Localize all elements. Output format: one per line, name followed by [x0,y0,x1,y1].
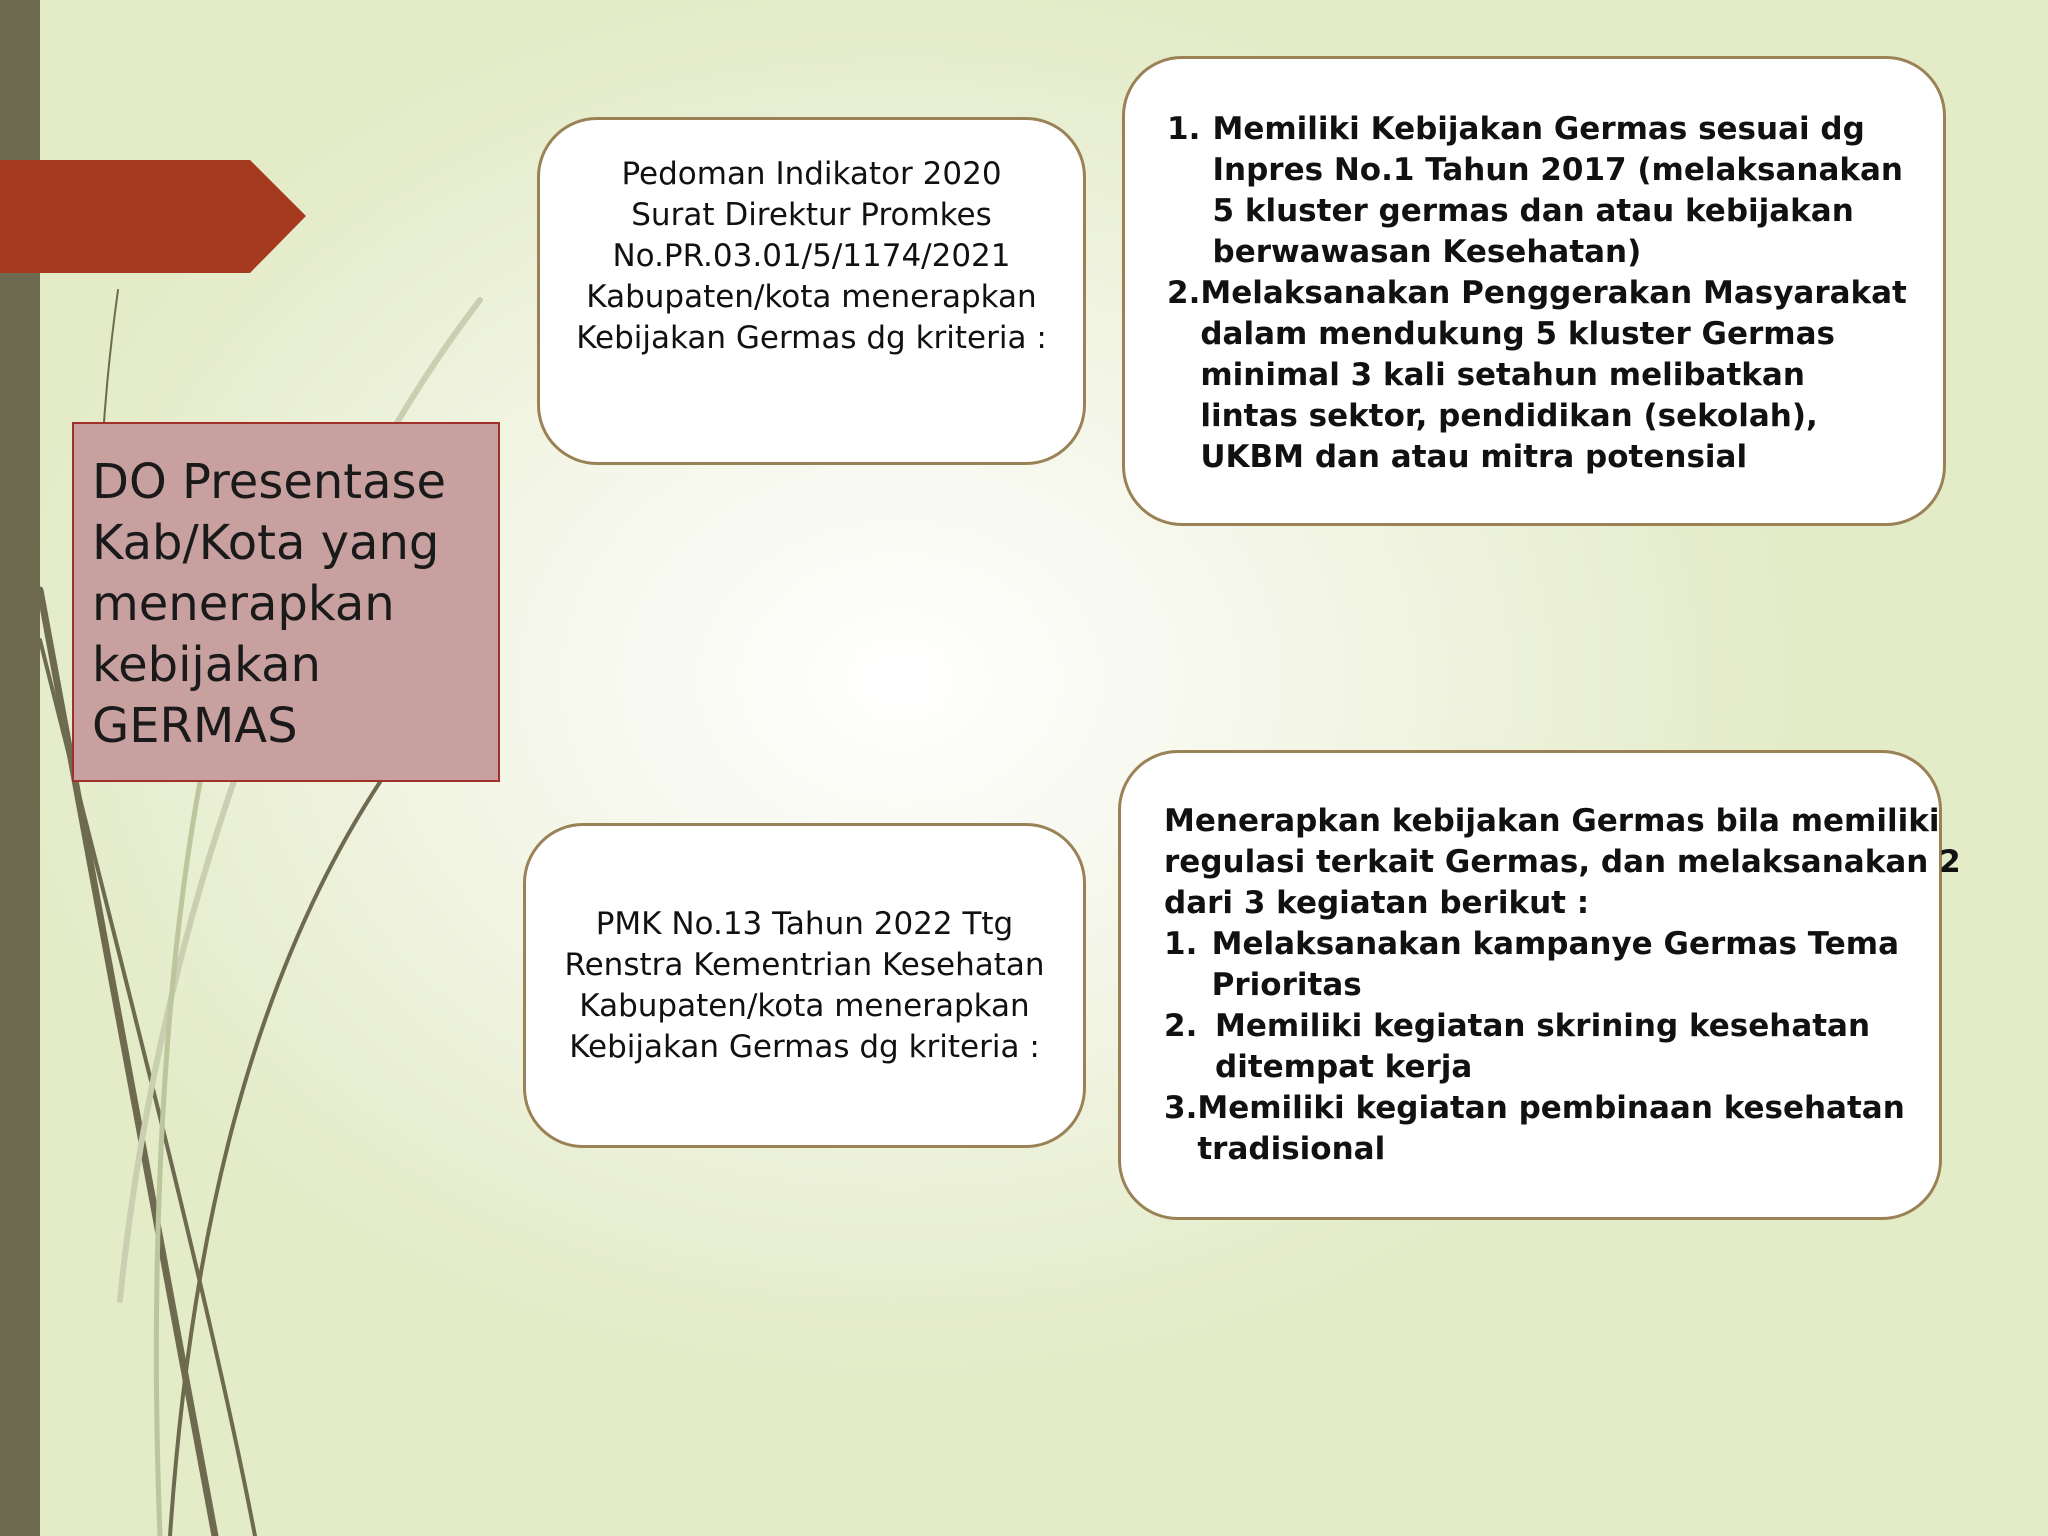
title-line: DO Presentase [92,454,447,510]
list-text-line: 5 kluster germas dan atau kebijakan [1212,193,1854,229]
list-text-line: lintas sektor, pendidikan (sekolah), [1200,398,1818,434]
list-text-line: Memiliki kegiatan skrining kesehatan [1215,1008,1871,1044]
red-arrow-banner [0,160,306,273]
card-text-line: PMK No.13 Tahun 2022 Ttg [595,905,1014,942]
card-pmk [523,823,1086,1148]
title-line: menerapkan [92,576,395,632]
list-text-line: tradisional [1197,1131,1386,1167]
title-line: GERMAS [92,698,298,754]
intro-text-line: Menerapkan kebijakan Germas bila memiliki [1164,803,1940,839]
list-text-line: UKBM dan atau mitra potensial [1200,439,1748,475]
list-text-line: Melaksanakan kampanye Germas Tema [1211,926,1899,962]
card-text-line: Kebijakan Germas dg kriteria : [576,319,1047,356]
list-number: 1. [1167,111,1201,147]
list-number: 2. [1167,275,1201,311]
intro-text-line: dari 3 kegiatan berikut : [1164,885,1590,921]
title-line: Kab/Kota yang [92,515,440,571]
list-number: 2. [1164,1008,1198,1044]
card-text-line: Kebijakan Germas dg kriteria : [569,1028,1040,1065]
list-item [1167,109,1903,273]
list-text-line: Melaksanakan Penggerakan Masyarakat [1200,275,1907,311]
card-pedoman-indikator [537,117,1086,465]
list-text-line: ditempat kerja [1215,1049,1473,1085]
list-text-line: minimal 3 kali setahun melibatkan [1200,357,1805,393]
list-item [1164,1088,1905,1170]
intro-text-line: regulasi terkait Germas, dan melaksanakan 2 [1164,844,1961,880]
card-text-line: Kabupaten/kota menerapkan [586,278,1037,315]
list-item [1164,924,1899,1006]
card-text-line: No.PR.03.01/5/1174/2021 [612,237,1011,274]
list-item [1167,273,1907,478]
card-criteria-2021 [1122,56,1946,526]
curve-3 [170,782,380,1536]
list-text-line: dalam mendukung 5 kluster Germas [1200,316,1835,352]
list-text-line: berwawasan Kesehatan) [1212,234,1642,270]
list-text-line: Inpres No.1 Tahun 2017 (melaksanakan [1212,152,1903,188]
title-box [72,422,500,782]
list-number: 1. [1164,926,1198,962]
list-number: 3. [1164,1090,1198,1126]
list-text-line: Memiliki kegiatan pembinaan kesehatan [1197,1090,1905,1126]
list-item [1164,1006,1899,1088]
title-line: kebijakan [92,637,321,693]
list-text-line: Memiliki Kebijakan Germas sesuai dg [1212,111,1865,147]
card-criteria-2022 [1118,750,1961,1220]
card-text-line: Surat Direktur Promkes [631,196,992,233]
list-text-line: Prioritas [1211,967,1362,1003]
card-text-line: Pedoman Indikator 2020 [621,155,1002,192]
card-text-line: Kabupaten/kota menerapkan [579,987,1030,1024]
card-text-line: Renstra Kementrian Kesehatan [564,946,1045,983]
